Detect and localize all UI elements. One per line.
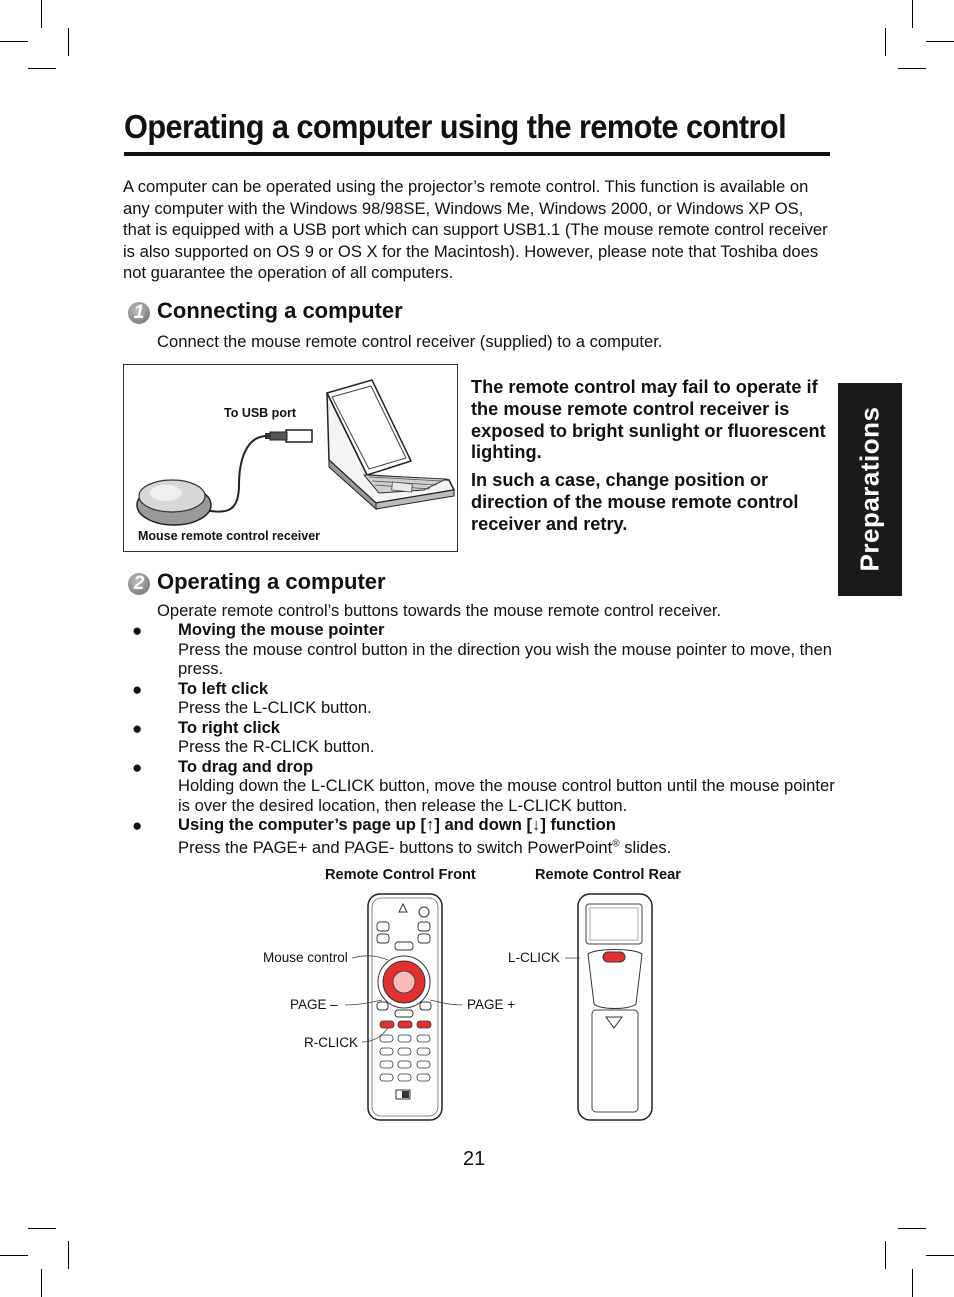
page-minus-label: PAGE – bbox=[290, 997, 338, 1012]
side-tab bbox=[838, 383, 902, 596]
item-text: Press the R-CLICK button. bbox=[178, 737, 375, 756]
receiver-label: Mouse remote control receiver bbox=[138, 529, 321, 543]
item-heading: To left click bbox=[178, 678, 269, 698]
list-item bbox=[132, 815, 842, 858]
remote-rear-illustration bbox=[570, 892, 660, 1124]
r-click-label: R-CLICK bbox=[304, 1035, 359, 1050]
warning-note bbox=[471, 377, 836, 542]
side-tab-label: Preparations bbox=[854, 406, 885, 572]
mouse-control-label: Mouse control bbox=[263, 950, 348, 965]
bullet-icon: ● bbox=[132, 679, 143, 699]
section-number-badge: 2 bbox=[128, 573, 150, 595]
section-text: Connect the mouse remote control receiver (supplied) to a computer. bbox=[157, 332, 663, 351]
list-item bbox=[132, 718, 842, 757]
section-title: Connecting a computer bbox=[157, 298, 403, 323]
item-heading: To drag and drop bbox=[178, 756, 314, 776]
usb-port-label: To USB port bbox=[224, 406, 296, 420]
remote-rear-heading: Remote Control Rear bbox=[535, 867, 681, 883]
title-rule bbox=[124, 152, 830, 156]
connection-figure bbox=[123, 364, 458, 552]
list-item bbox=[132, 620, 842, 679]
up-arrow-icon: ↑ bbox=[426, 815, 435, 834]
item-heading: Moving the mouse pointer bbox=[178, 620, 385, 639]
laptop-illustration bbox=[124, 365, 457, 551]
item-text: Holding down the L-CLICK button, move the mouse control button until the mouse pointer is over the desired location, then release the L-CLICK button. bbox=[178, 776, 835, 815]
warning-paragraph: The remote control may fail to operate if the mouse remote control receiver is exposed to bright sunlight or fluorescent lighting. bbox=[471, 377, 826, 463]
intro-paragraph: A computer can be operated using the projector’s remote control. This function is available on any computer with the Windows 98/98SE, Windows Me, Windows 2000, or Windows XP OS, that is equipped with a USB port which can support USB1.1 (The mouse remote control receiver is also supported on OS 9 or OS X for the Macintosh). However, please note that Toshiba does not guarantee the operation of all computers. bbox=[123, 177, 828, 283]
bullet-icon: ● bbox=[132, 621, 143, 640]
page-number: 21 bbox=[463, 1148, 486, 1170]
item-text: Press the mouse control button in the direction you wish the mouse pointer to move, then press. bbox=[178, 639, 832, 678]
bullet-icon: ● bbox=[132, 757, 143, 777]
operation-list bbox=[132, 620, 842, 858]
bullet-icon: ● bbox=[132, 718, 143, 738]
l-click-label: L-CLICK bbox=[508, 950, 560, 965]
section-number-badge: 1 bbox=[128, 302, 150, 324]
item-text: Press the PAGE+ and PAGE- buttons to switch PowerPoint® slides. bbox=[178, 838, 672, 858]
item-heading: Using the computer’s page up [↑] and down [↓] function bbox=[178, 815, 616, 834]
remote-front-heading: Remote Control Front bbox=[325, 867, 476, 883]
section-title: Operating a computer bbox=[157, 569, 386, 594]
page-title: Operating a computer using the remote control bbox=[124, 108, 787, 145]
bullet-icon: ● bbox=[132, 816, 143, 835]
warning-paragraph: In such a case, change position or direction of the mouse remote control receiver and retry. bbox=[471, 470, 799, 534]
item-heading: To right click bbox=[178, 717, 281, 737]
section-text: Operate remote control’s buttons towards the mouse remote control receiver. bbox=[157, 601, 722, 620]
list-item bbox=[132, 757, 842, 816]
page-plus-label: PAGE + bbox=[467, 997, 516, 1012]
list-item bbox=[132, 679, 842, 718]
down-arrow-icon: ↓ bbox=[532, 815, 541, 834]
item-text: Press the L-CLICK button. bbox=[178, 698, 372, 717]
